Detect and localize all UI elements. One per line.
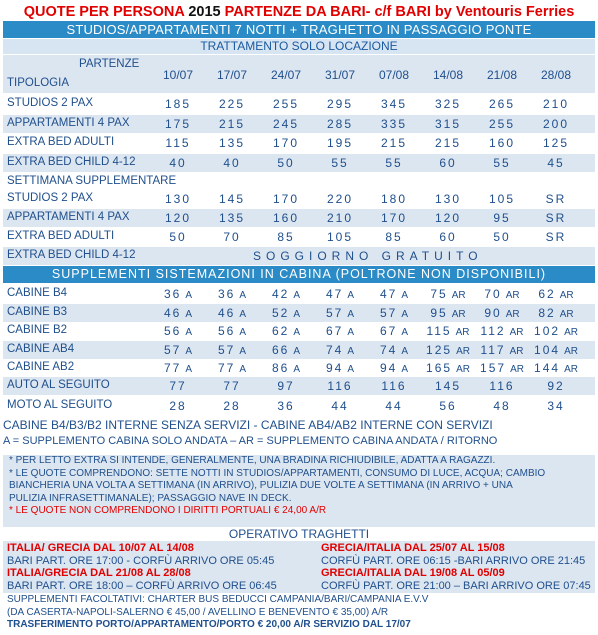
ferry-return-2-times: CORFÙ PART. ORE 21:00 – BARI ARRIVO ORE 07:45 <box>321 579 591 592</box>
price-cell: 120 <box>164 211 192 225</box>
price-value: 42 <box>271 287 290 301</box>
price-cell: 77 <box>169 379 187 393</box>
header-date: 17/07 <box>216 68 248 82</box>
price-value: 144 <box>534 361 561 375</box>
price-unit: A <box>185 308 193 320</box>
notes-box <box>3 455 595 527</box>
price-unit: AR <box>510 364 524 375</box>
price-cell <box>423 343 473 357</box>
price-cell: 105 <box>488 192 516 206</box>
row-label: MOTO AL SEGUITO <box>7 398 113 411</box>
price-unit: AR <box>456 345 470 357</box>
price-unit: AR <box>505 290 520 301</box>
price-unit: A <box>401 345 409 357</box>
ferry-schedule-right <box>321 542 591 592</box>
price-cell: 215 <box>434 136 462 150</box>
row-label: STUDIOS 2 PAX <box>7 97 94 109</box>
price-cell <box>369 343 419 357</box>
price-cell: 40 <box>223 155 241 170</box>
table-row <box>3 134 595 152</box>
price-cell: 160 <box>488 136 516 150</box>
price-cell <box>531 287 581 301</box>
price-cell: 175 <box>164 116 192 131</box>
ferry-schedule-left <box>7 542 277 592</box>
price-cell <box>423 287 473 301</box>
header-date: 24/07 <box>270 68 302 82</box>
price-cell <box>369 287 419 301</box>
table-row <box>3 115 595 133</box>
price-cell: 195 <box>326 136 354 150</box>
price-cell: 55 <box>385 155 403 170</box>
price-cell: 60 <box>439 230 457 244</box>
price-unit: AR <box>564 327 578 338</box>
price-value: 125 <box>426 342 453 357</box>
price-cell: 220 <box>326 192 354 206</box>
price-value: 52 <box>271 305 290 320</box>
price-value: 62 <box>538 287 556 301</box>
price-value: 115 <box>426 324 452 338</box>
table-row <box>3 397 595 415</box>
table-row <box>3 304 595 322</box>
price-cell <box>423 306 473 320</box>
price-value: 57 <box>325 305 344 320</box>
price-unit: A <box>239 290 247 301</box>
price-unit: A <box>239 345 247 357</box>
price-cell: 85 <box>385 230 403 244</box>
price-cell: 135 <box>218 136 246 150</box>
price-value: 56 <box>217 324 236 338</box>
title-year: 2015 <box>184 4 225 20</box>
header-date: 28/08 <box>540 68 572 82</box>
price-value: 36 <box>217 287 236 301</box>
price-value: 165 <box>426 361 453 375</box>
price-unit: AR <box>451 308 466 320</box>
price-value: 77 <box>217 361 236 375</box>
price-value: 46 <box>163 305 182 320</box>
section-band-cabins: SUPPLEMENTI SISTEMAZIONI IN CABINA (POLTRONE NON DISPONIBILI) <box>3 266 595 283</box>
price-value: 46 <box>217 305 236 320</box>
price-cell: 28 <box>169 398 187 413</box>
price-cell: 210 <box>542 97 570 111</box>
price-cell <box>207 306 257 320</box>
operativo-heading: OPERATIVO TRAGHETTI <box>228 527 370 541</box>
price-cell: 116 <box>381 379 407 393</box>
price-cell <box>531 324 581 338</box>
price-value: 62 <box>271 324 290 338</box>
price-cell: 116 <box>327 379 353 393</box>
price-value: 66 <box>271 342 290 357</box>
price-cell <box>531 361 581 375</box>
price-unit: A <box>347 308 355 320</box>
price-cell <box>531 306 581 320</box>
extra-week-label: SETTIMANA SUPPLEMENTARE <box>7 175 177 187</box>
price-cell <box>207 361 257 375</box>
price-cell: 28 <box>223 398 241 413</box>
table-row <box>3 377 595 395</box>
row-label: APPARTAMENTI 4 PAX <box>7 211 130 223</box>
price-value: 117 <box>480 342 506 357</box>
price-cell: 125 <box>542 136 570 150</box>
price-unit: A <box>239 364 247 375</box>
price-unit: A <box>401 364 409 375</box>
price-cell <box>423 361 473 375</box>
price-cell <box>261 361 311 375</box>
table-row <box>3 228 595 246</box>
ferry-outbound-2-heading: ITALIA/GRECIA DAL 21/08 AL 28/08 <box>7 567 191 579</box>
price-cell: 60 <box>439 155 457 170</box>
price-unit: A <box>185 364 193 375</box>
price-unit: AR <box>564 364 578 375</box>
note-extra-bed: * PER LETTO EXTRA SI INTENDE, GENERALMENTE, UNA BRADINA RICHIUDIBILE, ADATTA A RAGAZZI. <box>9 455 496 466</box>
price-value: 102 <box>534 324 561 338</box>
row-label: CABINE B3 <box>7 305 68 318</box>
price-value: 112 <box>480 324 506 338</box>
price-unit: A <box>239 327 247 338</box>
ferry-return-1-times: CORFÙ PART. ORE 06:15 -BARI ARRIVO ORE 21:45 <box>321 554 586 567</box>
row-label: CABINE B4 <box>7 287 68 299</box>
price-unit: A <box>293 345 301 357</box>
price-unit: AR <box>509 327 524 338</box>
price-value: 157 <box>480 361 507 375</box>
header-tipologia: TIPOLOGIA <box>7 77 69 89</box>
price-unit: A <box>293 308 301 320</box>
price-cell: 48 <box>493 398 511 413</box>
table-row <box>3 95 595 113</box>
price-cell: 44 <box>385 398 403 413</box>
footer-bus-prices: (DA CASERTA-NAPOLI-SALERNO € 45,00 / AVELLINO E BENEVENTO € 35,00) A/R <box>7 606 389 618</box>
price-cell <box>531 343 581 357</box>
price-cell: SR <box>545 230 567 244</box>
table-row <box>3 285 595 303</box>
price-cell <box>315 287 365 301</box>
price-cell: 180 <box>380 192 408 206</box>
price-unit: A <box>347 327 355 338</box>
header-partenze: PARTENZE <box>79 58 140 70</box>
child-row-label: EXTRA BED CHILD 4-12 <box>7 249 136 261</box>
footer-bus: SUPPLEMENTI FACOLTATIVI: CHARTER BUS BEDUCCI CAMPANIA/BARI/CAMPANIA E.V.V <box>7 594 429 605</box>
price-unit: A <box>293 327 301 338</box>
price-value: 77 <box>163 361 182 375</box>
row-label: AUTO AL SEGUITO <box>7 379 110 391</box>
price-cell: 335 <box>380 116 408 131</box>
price-cell <box>315 343 365 357</box>
ferry-outbound-1-heading: ITALIA/ GRECIA DAL 10/07 AL 14/08 <box>7 542 194 554</box>
note-excludes: * LE QUOTE NON COMPRENDONO I DIRITTI PORTUALI € 24,00 A/R <box>9 505 327 517</box>
price-unit: A <box>239 308 247 320</box>
price-value: 67 <box>379 324 398 338</box>
price-cell: SR <box>545 211 567 225</box>
ferry-return-2-heading: GRECIA/ITALIA DAL 19/08 AL 05/09 <box>321 567 505 579</box>
price-cell <box>477 324 527 338</box>
price-value: 90 <box>484 305 502 320</box>
price-cell: 170 <box>380 211 408 225</box>
price-unit: A <box>185 290 193 301</box>
header-date: 14/08 <box>432 68 464 82</box>
price-cell <box>261 306 311 320</box>
price-unit: AR <box>564 345 578 357</box>
price-cell <box>153 361 203 375</box>
price-cell: 215 <box>380 136 408 150</box>
price-cell <box>261 287 311 301</box>
price-cell: 210 <box>326 211 354 225</box>
price-cell <box>315 361 365 375</box>
price-cell: 105 <box>326 230 354 244</box>
row-label: CABINE AB2 <box>7 361 75 373</box>
price-unit: A <box>401 290 409 301</box>
price-unit: A <box>185 327 193 338</box>
price-value: 94 <box>379 361 398 375</box>
header-date: 31/07 <box>324 68 356 82</box>
price-cell: 130 <box>434 192 462 206</box>
price-value: 94 <box>325 361 344 375</box>
price-cell: 36 <box>277 398 295 413</box>
price-cell: 92 <box>547 379 565 393</box>
title-part2: PARTENZE DA BARI- c/f BARI by Ventouris Ferries <box>224 4 575 20</box>
price-unit: AR <box>455 327 470 338</box>
price-cell: 255 <box>488 116 516 131</box>
note-cabins: CABINE B4/B3/B2 INTERNE SENZA SERVIZI - CABINE AB4/AB2 INTERNE CON SERVIZI <box>3 418 493 432</box>
price-cell <box>153 306 203 320</box>
price-cell: 135 <box>218 211 246 225</box>
extra-week-label-row <box>3 173 595 191</box>
price-cell: 44 <box>331 398 349 413</box>
price-unit: AR <box>559 290 574 301</box>
price-cell: 325 <box>434 97 462 111</box>
table-row <box>3 190 595 208</box>
price-unit: A <box>293 364 301 375</box>
price-value: 70 <box>484 287 502 301</box>
price-cell: 215 <box>218 116 246 131</box>
footer-notes <box>3 594 595 632</box>
footer-transfer: TRASFERIMENTO PORTO/APPARTAMENTO/PORTO € 20,00 A/R SERVIZIO DAL 17/07 <box>7 619 411 630</box>
price-cell: 116 <box>489 379 515 393</box>
price-cell: 50 <box>277 155 295 170</box>
ferry-return-1-heading: GRECIA/ITALIA DAL 25/07 AL 15/08 <box>321 542 505 554</box>
price-cell: 55 <box>331 155 349 170</box>
price-cell: 50 <box>493 230 511 244</box>
price-value: 67 <box>325 324 344 338</box>
price-cell: 185 <box>164 97 192 111</box>
price-cell: SR <box>545 192 567 206</box>
price-value: 56 <box>163 324 182 338</box>
price-unit: AR <box>505 308 520 320</box>
section-subband-treatment: TRATTAMENTO SOLO LOCAZIONE <box>3 39 595 54</box>
price-cell: 265 <box>488 97 516 111</box>
table-row <box>3 359 595 377</box>
row-label: EXTRA BED ADULTI <box>7 136 115 148</box>
price-cell <box>477 343 527 357</box>
note-includes-1: * LE QUOTE COMPRENDONO: SETTE NOTTI IN STUDIOS/APPARTAMENTI, CONSUMO DI LUCE, ACQUA; CAMBIO <box>9 467 546 479</box>
page-title <box>0 4 598 20</box>
price-unit: A <box>347 290 355 301</box>
price-cell <box>207 343 257 357</box>
title-part1: QUOTE PER PERSONA <box>23 4 185 20</box>
price-cell <box>153 287 203 301</box>
table-header <box>3 55 595 94</box>
price-cell: 130 <box>164 192 192 206</box>
price-cell: 345 <box>380 97 408 111</box>
price-cell <box>477 287 527 301</box>
price-value: 74 <box>325 342 344 357</box>
price-cell: 145 <box>218 192 246 206</box>
price-cell: 295 <box>326 97 354 111</box>
note-includes-2: BIANCHERIA UNA VOLTA A SETTIMANA (IN ARRIVO), PULIZIA DUE VOLTE A SETTIMANA (IN ARRIVO + UNA <box>9 480 513 492</box>
price-cell: 170 <box>272 136 300 150</box>
price-cell <box>369 361 419 375</box>
price-cell <box>207 324 257 338</box>
row-label: EXTRA BED CHILD 4-12 <box>7 155 136 168</box>
price-cell: 97 <box>277 379 295 393</box>
price-cell: 95 <box>493 211 511 225</box>
price-value: 104 <box>534 342 561 357</box>
price-cell: 115 <box>165 136 191 150</box>
header-date: 10/07 <box>162 68 194 82</box>
price-cell <box>315 324 365 338</box>
row-label: CABINE B2 <box>7 324 68 336</box>
header-date: 07/08 <box>378 68 410 82</box>
price-cell: 285 <box>326 116 354 131</box>
price-cell <box>261 343 311 357</box>
price-cell: 40 <box>169 155 187 170</box>
price-unit: AR <box>559 308 574 320</box>
price-value: 57 <box>163 342 182 357</box>
price-cell: 55 <box>493 155 511 170</box>
price-cell: 225 <box>218 97 246 111</box>
notes-cabins <box>3 417 595 449</box>
ferry-outbound-2-times: BARI PART. ORE 18:00 – CORFÙ ARRIVO ORE 06:45 <box>7 579 277 592</box>
price-unit: A <box>401 327 409 338</box>
ferry-outbound-1-times: BARI PART. ORE 17:00 - CORFÙ ARRIVO ORE 05:45 <box>7 554 275 567</box>
price-value: 57 <box>379 305 398 320</box>
note-supplement: A = SUPPLEMENTO CABINA SOLO ANDATA – AR = SUPPLEMENTO CABINA ANDATA / RITORNO <box>3 435 498 447</box>
price-value: 57 <box>217 342 236 357</box>
price-cell <box>423 324 473 338</box>
price-cell <box>261 324 311 338</box>
table-row <box>3 322 595 340</box>
price-value: 47 <box>379 287 398 301</box>
price-unit: AR <box>451 290 466 301</box>
price-cell <box>369 306 419 320</box>
price-value: 47 <box>325 287 344 301</box>
price-cell: 77 <box>223 379 241 393</box>
price-cell <box>477 306 527 320</box>
price-cell: 34 <box>547 398 565 413</box>
child-row <box>3 247 595 265</box>
table-row <box>3 341 595 359</box>
price-cell: 160 <box>272 211 300 225</box>
price-cell <box>207 287 257 301</box>
price-cell: 120 <box>434 211 462 225</box>
price-unit: A <box>347 364 355 375</box>
price-cell: 255 <box>272 97 300 111</box>
price-value: 75 <box>430 287 448 301</box>
price-cell <box>153 324 203 338</box>
price-value: 74 <box>379 342 398 357</box>
price-cell: 56 <box>439 398 457 413</box>
row-label: EXTRA BED ADULTI <box>7 230 115 242</box>
section-band-studios: STUDIOS/APPARTAMENTI 7 NOTTI + TRAGHETTO IN PASSAGGIO PONTE <box>3 21 595 38</box>
price-cell: 315 <box>434 116 462 131</box>
price-unit: A <box>185 345 193 357</box>
price-unit: A <box>401 308 409 320</box>
table-row <box>3 154 595 172</box>
price-cell <box>477 361 527 375</box>
price-cell: 45 <box>547 155 565 170</box>
row-label: CABINE AB4 <box>7 342 75 355</box>
price-value: 82 <box>538 305 556 320</box>
price-value: 36 <box>163 287 182 301</box>
price-cell <box>315 306 365 320</box>
price-cell <box>369 324 419 338</box>
price-cell <box>153 343 203 357</box>
price-cell: 85 <box>277 230 295 244</box>
price-cell: 70 <box>223 230 241 244</box>
price-unit: A <box>293 290 301 301</box>
price-cell: 170 <box>272 192 300 206</box>
price-unit: A <box>347 345 355 357</box>
price-cell: 200 <box>542 116 570 131</box>
price-value: 86 <box>271 361 290 375</box>
row-label: APPARTAMENTI 4 PAX <box>7 116 130 129</box>
table-row <box>3 209 595 227</box>
price-cell: 50 <box>169 230 187 244</box>
child-row-text: SOGGIORNO GRATUITO <box>253 249 483 263</box>
price-cell: 145 <box>434 379 462 393</box>
ferry-schedule <box>3 541 595 593</box>
price-unit: AR <box>456 364 470 375</box>
note-includes-3: PULIZIA INFRASETTIMANALE); PASSAGGIO NAVE IN DECK. <box>9 492 292 504</box>
price-unit: AR <box>509 345 524 357</box>
row-label: STUDIOS 2 PAX <box>7 192 94 204</box>
price-value: 95 <box>430 305 448 320</box>
header-date: 21/08 <box>486 68 518 82</box>
price-cell: 245 <box>272 116 300 131</box>
